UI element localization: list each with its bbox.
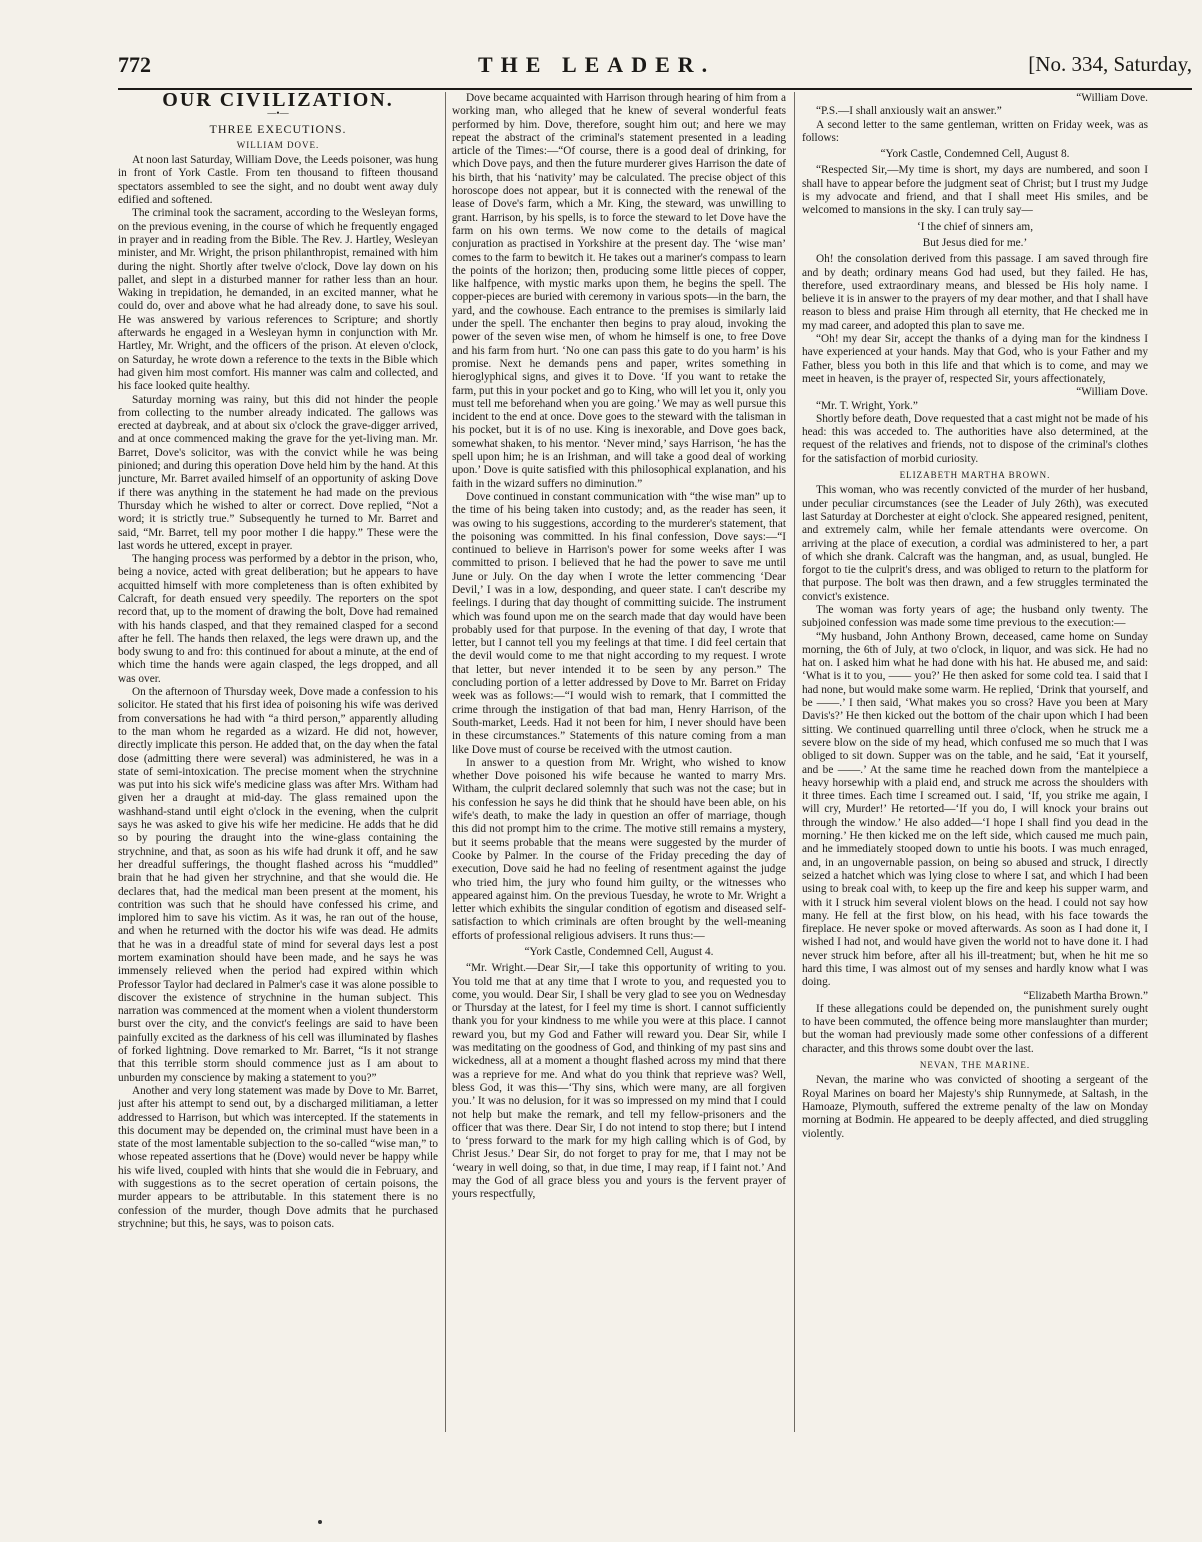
section-heading-dove: WILLIAM DOVE. (236, 139, 320, 150)
letter-body: “Mr. Wright.—Dear Sir,—I take this opportunity of writing to you. You told me that at any time that I wrote to you, and requested you to come, you would. Dear Sir, I shall be very glad to see you on Wednesday or Thursday at the latest, for I feel my time is short. I cannot sufficiently thank you for your kindness to me while you were at this place. I cannot reward you, but my God and Father will reward you. Dear Sir, while I was meditating on the goodness of God, and thinking of my past sins and wickedness, all at a moment a thought flashed across my mind that there was a reprieve for me. And what do you think that reprieve was? Well, bless God, it was this—‘Thy sins, which were many, are all forgiven you.’ It was no delusion, for it was so impressed on my mind that I could not help but make the remark, and tell my fellow-prisoners and the officer that was there. Dear Sir, I do not intend to stop there; but I intend to ‘press forward to the mark for my high calling which is of God, by Christ Jesus.’ Dear Sir, do not forget to pray for me, that I may not be ‘weary in well doing, so that, in due time, I may reap, if I faint not.’ And may the God of all grace bless you and yours is the fervent prayer of yours respectfully, (452, 962, 786, 1201)
section-heading-brown: ELIZABETH MARTHA BROWN. (899, 470, 1051, 481)
confession: “My husband, John Anthony Brown, deceased, came home on Sunday morning, the 6th of July, at two o'clock, in liquor, and was sick. He had no hat on. I asked him what he had done with his hat. He abused me, and said: ‘What is it to you, —— you?’ He then asked for some cold tea. I said that I had none, but would make some warm. He replied, ‘Drink that yourself, and be ——.’ I then said, ‘What makes you so cross? Have you been at Mary Davis's?’ He then kicked out the bottom of the chair upon which I had been sitting. We continued quarrelling until three o'clock, when he struck me a severe blow on the side of my head, which confused me so much that I was obliged to sit down. Supper was on the table, and he said, ‘Eat it yourself, and be ——.’ At the same time he reached down from the mantelpiece a heavy horsewhip with a plaid end, and struck me across the shoulders with it three times. Each time I screamed out. I said, ‘If, you strike me again, I will cry, Murder!’ He retorted—‘If you do, I will knock your brains out through the window.’ He also added—‘I hope I shall find you dead in the morning.’ He then kicked me on the left side, which caused me much pain, and he immediately stooped down to untie his boots. I was much enraged, and, in an ungovernable passion, on being so abused and struck, I directly seized a hatchet which was lying close to where I sat, and which I had been using to break coal with, to keep up the fire and keep his supper warm, and with it I struck him several violent blows on the head. I could not say how many. He fell at the first blow, on his head, with his face towards the fireplace. He never spoke or moved afterwards. As soon as I had done it, I wished I had not, and would have given the world not to have done it. I had never struck him before, after all his ill-treatment; but, when he hit me so hard this time, I was almost out of my senses and hardly know what I was doing. (802, 630, 1148, 989)
paragraph: Dove became acquainted with Harrison through hearing of him from a working man, who alleged that he knew of several wonderful feats performed by him. Dove, therefore, sought him out; and here we may repeat the abstract of the criminal's statement presented in a leading article of the Times:—“Of course, there is a good deal of drinking, for which Dove pays, and then the future murderer gives Harrison the date of his birth, that his ‘nativity’ may be calculated. The precise object of this horoscope does not appear, but it is connected with the renewal of the lease of Dove's farm, which a Mr. King, the steward, was unwilling to grant. Harrison, by his spells, is to force the steward to let Dove have the farm on his own terms. We now come to the details of magical conjuration as practised in Yorkshire at the present day. The ‘wise man’ comes to the farm to bewitch it. He takes out a mariner's compass to learn the points of the horizon; then, producing some little pieces of copper, like halfpence, with mystic marks upon them, he begins the spell. The copper-pieces are buried with ceremony in various spots—in the barn, the yard, and the cowhouse. Each entrance to the premises is similarly laid under the spell. The enchanter then begins to pray aloud, invoking the power of the seven wise men, of whom he himself is one, to free Dove and his farm from hurt. ‘No one can pass this gate to do you harm’ is his promise. Next he demands pens and paper, writes something in hieroglyphical signs, and gives it to Dove. ‘If you want to retake the farm, put this in your pocket and go to King, who will let you it, only you must tell me beforehand when you are going.’ We may as well pursue this incident to the end at once. Dove goes to the steward with the talisman in his pocket, but it is of no use. King is inexorable, and Dove goes back, somewhat shaken, to his mentor. ‘Never mind,’ says Harrison, ‘he has the spell upon him; he is an Irishman, and will take a good deal of working upon.’ Dove is quite satisfied with this philosophical explanation, and his faith in the wizard suffers no diminution.” (452, 92, 786, 490)
paragraph: Shortly before death, Dove requested that a cast might not be made of his head: this was acceded to. The authorities have also determined, at the request of the relatives and friends, not to dispose of the criminal's clothes for the satisfaction of morbid curiosity. (802, 412, 1148, 465)
masthead (118, 52, 1192, 90)
confession-signature: “Elizabeth Martha Brown.” (1023, 989, 1148, 1002)
letter-dateline: “York Castle, Condemned Cell, August 8. (880, 148, 1070, 161)
article-title: OUR CIVILIZATION. (162, 92, 394, 111)
title-ornament: —•— (267, 108, 289, 119)
paragraph: If these allegations could be depended on, the punishment surely ought to have been commuted, the offence being more manslaughter than murder; but the woman had previously made some other confessions of a different character, and this throws some doubt over the last. (802, 1002, 1148, 1055)
letter-body: “Oh! my dear Sir, accept the thanks of a dying man for the kindness I have experienced at your hands. May that God, who is your Father and my Father, bless you both in this life and that which is to come, and may we meet in heaven, is the prayer of, respected Sir, yours affectionately, (802, 333, 1148, 385)
column-1 (118, 92, 438, 1432)
hymn-line: ‘I the chief of sinners am, (916, 220, 1034, 233)
letter-body: “Respected Sir,—My time is short, my days are numbered, and soon I shall have to appear before the judgment seat of Christ; but I trust my Judge is my advocate and friend, and that I shall meet His smiles, and be welcomed to mansions in the sky. I can truly say— (802, 164, 1148, 217)
letter-body: Oh! the consolation derived from this passage. I am saved through fire and by death; ordinary means God had used, but they failed. He has, therefore, used extraordinary means, and blessed be His holy name. I believe it is in answer to the prayers of my dear mother, and that I shall have reason to bless and praise Him through all eternity, that He checked me in my mad career, and adopted this plan to save me. (802, 253, 1148, 332)
issue-number: [No. 334, Saturday, (1028, 52, 1192, 76)
article-columns (118, 92, 1192, 1432)
paragraph: At noon last Saturday, William Dove, the Leeds poisoner, was hung in front of York Castle. From ten thousand to fifteen thousand spectators assembled to see the sight, and no doubt went away duly edified and softened. (118, 154, 438, 207)
paragraph: The criminal took the sacrament, according to the Wesleyan forms, on the previous evening, in the course of which he frequently engaged in prayer and in reading from the Bible. The Rev. J. Hartley, Wesleyan minister, and Mr. Wright, the prison philanthropist, remained with him during the night. Shortly after twelve o'clock, Dove lay down on his pallet, and slept in a disturbed manner for rather less than an hour. Waking in trepidation, he demanded, in an excited manner, what he could do, over and above what he had already done, to save his soul. He was answered by various references to Scripture; and shortly afterwards he engaged in a Wesleyan hymn in conjunction with Mr. Hartley, Mr. Wright, and the officers of the prison. At eleven o'clock, on Saturday, he wrote down a reference to the texts in the Bible which had given him most comfort. His manner was calm and collected, and his face looked quite healthy. (118, 207, 438, 393)
column-2 (452, 92, 786, 1432)
page-number: 772 (118, 52, 151, 77)
page-dot (318, 1520, 322, 1524)
paragraph: Saturday morning was rainy, but this did not hinder the people from collecting to the number already indicated. The gallows was erected at daybreak, and at about six o'clock the grave-digger arrived, and at once commenced making the grave for the yet-living man. Mr. Barret, Dove's solicitor, was with the convict while he was being pinioned; and during this operation Dove held him by the hand. At this juncture, Mr. Barret availed himself of an opportunity of asking Dove if there was anything in the statement he had made on the previous Thursday which he wished to alter or correct. Dove replied, “Not a word; it is strictly true.” Subsequently he turned to Mr. Barret and said, “Mr. Barret, tell my poor mother I die happy.” These were the last words he uttered, except in prayer. (118, 393, 438, 552)
column-3 (802, 92, 1148, 1432)
paragraph: The hanging process was performed by a debtor in the prison, who, being a novice, acted with great deliberation; but he appears to have acquitted himself with more completeness than is often exhibited by Calcraft, for death ensued very speedily. The reporters on the spot record that, up to the moment of drawing the bolt, Dove had remained with his hands clasped, and that they remained clasped for a second after he fell. The hands then relaxed, the legs were drawn up, and the body swung to and fro: this continued for about a minute, at the end of which time the hands were again clasped, the legs dropped, and all was over. (118, 553, 438, 685)
article-subtitle: THREE EXECUTIONS. (209, 121, 347, 136)
section-heading-nevan: NEVAN, THE MARINE. (919, 1060, 1031, 1071)
column-rule (794, 92, 795, 1432)
newspaper-title: THE LEADER. (478, 52, 716, 77)
hymn-line: But Jesus died for me.’ (922, 236, 1028, 249)
letter-dateline: “York Castle, Condemned Cell, August 4. (524, 946, 714, 958)
letter-signature: “William Dove. (1076, 92, 1148, 104)
paragraph: Another and very long statement was made by Dove to Mr. Barret, just after his attempt to send out, by a discharged militiaman, a letter addressed to Harrison, but which was intercepted. If the statements in this document may be depended on, the criminal must have been in a state of the most lamentable subjection to the so-called “wise man,” to whose repeated assertions that he (Dove) would never be happy while his wife lived, coupled with hints that she would die in February, and with suggestions as to the secret operation of certain poisons, the murder appears to be attributable. In this statement there is no confession of the murder, though Dove admits that he purchased strychnine; but this, he says, was to poison cats. (118, 1084, 438, 1230)
paragraph: Nevan, the marine who was convicted of shooting a sergeant of the Royal Marines on board her Majesty's ship Runnymede, at Saltash, in the Hamoaze, Plymouth, suffered the extreme penalty of the law on Monday morning at Bodmin. He appeared to be deeply affected, and died struggling violently. (802, 1074, 1148, 1140)
paragraph: The woman was forty years of age; the husband only twenty. The subjoined confession was made some time previous to the execution:— (802, 603, 1148, 630)
paragraph: In answer to a question from Mr. Wright, who wished to know whether Dove poisoned his wife because he wanted to marry Mrs. Witham, the culprit declared solemnly that such was not the case; but in his confession he says he did think that he should have been able, on his wife's death, to make the lady in question an offer of marriage, though this did not prompt him to the crime. The motive still remains a mystery, but it seems probable that the means were suggested by the murder of Cooke by Palmer. In the course of the Friday preceding the day of execution, Dove said he had no feeling of resentment against the judge who tried him, the jury who found him guilty, or the witnesses who appeared against him. On the previous Tuesday, he wrote to Mr. Wright a letter which exhibits the singular condition of egotism and diseased self-satisfaction to which criminals are often brought by the well-meaning efforts of professional religious advisers. It runs thus:— (452, 756, 786, 942)
paragraph: This woman, who was recently convicted of the murder of her husband, under peculiar circumstances (see the Leader of July 26th), was executed last Saturday at Dorchester at eight o'clock. She appeared resigned, penitent, and extremely calm, while her female attendants were overcome. On arriving at the place of execution, a cordial was administered to her, a part of which she drank. Calcraft was the hangman, and, as usual, bungled. He forgot to tie the culprit's dress, and was obliged to return to the platform for that purpose. The bolt was then drawn, and a few struggles terminated the convict's existence. (802, 484, 1148, 603)
column-rule (445, 92, 446, 1432)
letter-postscript: “P.S.—I shall anxiously wait an answer.” (816, 105, 1002, 118)
paragraph: On the afternoon of Thursday week, Dove made a confession to his solicitor. He stated that his first idea of poisoning his wife was derived from conversations he had with “a third person,” apparently alluding to the man whom he regarded as a wizard. He did not, however, directly implicate this person. He added that, on the day when the fatal dose (admitting there were several) was administered, he was in a state of semi-intoxication. The precise moment when the strychnine was put into his sick wife's medicine glass was after Mrs. Witham had given her a draught at mid-day. The glass remained upon the washhand-stand until eight o'clock in the evening, when the culprit says he was asked to give his wife her medicine. He adds that he did so by pouring the draught into the wine-glass containing the strychnine, and that, as soon as his wife had drunk it off, and he saw her dreadful sufferings, the thought flashed across his “muddled” brain that he had given her strychnine, and that she would die. He declares that, had the medical man been present at the moment, his contrition was such that he should have confessed his crime, and implored him to save his victim. As it was, he ran out of the house, and when he returned with the doctor his wife was dead. He admits that he was in a dreadful state of mind for several days lest a post mortem examination should have been made, and he says he was immensely relieved when the period had expired within which Professor Taylor had declared in Palmer's case it was alone possible to discover the existence of strychnine in the human subject. This narration was commenced at the moment when a violent thunderstorm burst over the city, and the convict's feelings are said to have been painfully excited as the darkness of his cell was illuminated by flashes of forked lightning. Dove remarked to Mr. Barret, “Is it not strange that this terrible storm should commence just as I am about to unburden my conscience by making a statement to you?” (118, 686, 438, 1084)
letter-addressee: “Mr. T. Wright, York.” (816, 399, 918, 412)
letter-signature: “William Dove. (1076, 386, 1148, 399)
paragraph: A second letter to the same gentleman, written on Friday week, was as follows: (802, 118, 1148, 144)
paragraph: Dove continued in constant communication with “the wise man” up to the time of his being taken into custody; and, as the reader has seen, it was owing to his suggestions, according to the murderer's statement, that the poisoning was committed. In his final confession, Dove says:—“I continued to believe in Harrison's power for some weeks after I was committed to prison. I believed that he had the power to save me until June or July. On the day when I wrote the letter commencing ‘Dear Devil,’ I was in a low, desponding, and queer state. I can't describe my feelings. I during that day thought of committing suicide. The instrument which was found upon me on the search made that day would have been probably used for that purpose. In the evening of that day, I wrote that letter, but I cannot tell you my feelings at that time. I did feel certain that the devil would come to me that night according to my request. I wrote that letter, but never intended it to be seen by any person.” The concluding portion of a letter addressed by Dove to Mr. Barret on Friday week was as follows:—“I would wish to remark, that I committed the crime through the instigation of that bad man, Henry Harrison, of the South-market, Leeds. Had it not been for him, I never should have been in these circumstances.” Statements of this nature coming from a man like Dove must of course be received with the utmost caution. (452, 490, 786, 756)
